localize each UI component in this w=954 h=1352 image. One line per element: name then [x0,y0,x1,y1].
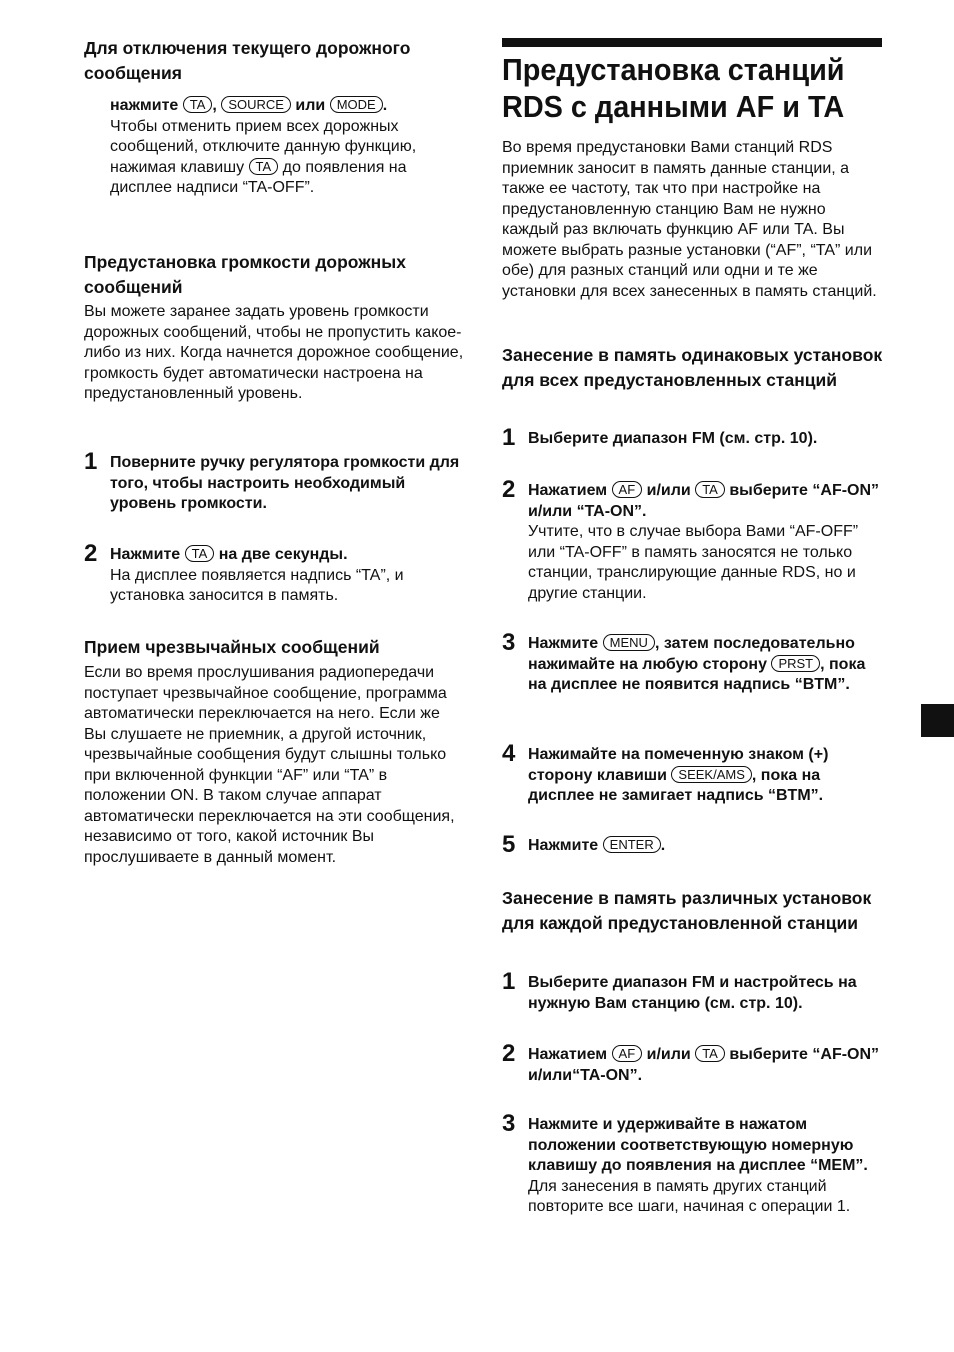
each-step-3 [502,1110,884,1218]
step-number: 2 [502,1040,516,1067]
step-text: Выберите диапазон FM и настройтесь на нужную Вам станцию (см. стр. 10). [528,974,857,1012]
same-step-5 [502,831,884,858]
step-text: Нажмите и удерживайте в нажатом положении соответствующую номерную клавишу до появления на дисплее “MEM”. Для занесения в память других станций повторите все шаги, начиная с операции 1. [528,1116,868,1215]
cancel-instruction: нажмите TA , SOURCE или MODE . Чтобы отменить прием всех дорожных сообщений, отключите данную функцию, нажимая клавишу TA до появления на дисплее надписи “TA-OFF”. [110,97,417,196]
step-text: Выберите диапазон FM (см. стр. 10). [528,430,818,447]
same-step-1 [502,424,884,451]
menu-key-icon: MENU [603,634,655,651]
seek-ams-key-icon: SEEK/AMS [671,766,751,783]
step-number: 4 [502,740,516,767]
same-step-3 [502,629,884,696]
each-step-1 [502,968,884,1014]
step-text: Нажмите ENTER . [528,837,666,854]
step-number: 1 [502,968,516,995]
step-number: 3 [502,629,516,656]
heading-volume-preset: Предустановка громкости дорожных сообщений [84,252,406,297]
step-number: 1 [502,424,516,451]
heading-cancel-announcement: Для отключения текущего дорожного сообщения [84,38,411,83]
volume-step-1 [84,448,464,515]
emergency-section [84,635,464,868]
volume-text: Вы можете заранее задать уровень громкости дорожных сообщений, чтобы не пропустить какое-либо из них. Когда начнется дорожное сообщение, громкость будет автоматически настроена на предустановленный уровень. [84,303,464,402]
step-text: Нажимайте на помеченную знаком (+) сторону клавиши SEEK/AMS , пока на дисплее не замигает надпись “BTM”. [528,746,829,804]
heading-emergency: Прием чрезвычайных сообщений [84,637,380,657]
same-step-2 [502,476,884,604]
volume-section [84,250,464,405]
emergency-text: Если во время прослушивания радиопередачи поступает чрезвычайное сообщение, программа автоматически переключается на него. Если же Вы слушаете не приемник, а другой источник, чрезвычайные сообщения будут слышны только при включенной функции “AF” или “TA” в положении ON. В таком случае аппарат автоматически переключается на эти сообщения, независимо от того, какой источник Вы прослушиваете в данный момент. [84,664,455,866]
af-key-icon: AF [612,481,643,498]
enter-key-icon: ENTER [603,836,661,853]
prst-key-icon: PRST [771,655,820,672]
ta-key-icon: TA [183,96,213,113]
intro-text: Во время предустановки Вами станций RDS приемник заносит в память данные станции, а также ее частоту, так что при настройке на предустановленную станцию Вам не нужно каждый раз включать функцию AF или TA. Вы можете выбрать разные установки (“AF”, “TA” или обе) для разных станций или одни и те же установки для всех занесенных в память станций. [502,139,877,300]
step-number: 2 [84,540,98,567]
mode-key-icon: MODE [330,96,383,113]
heading-same-settings: Занесение в память одинаковых установок для всех предустановленных станций [502,345,883,390]
ta-key-icon: TA [249,158,279,175]
ta-key-icon: TA [695,1045,725,1062]
af-key-icon: AF [612,1045,643,1062]
step-number: 2 [502,476,516,503]
page-title: Предустановка станций RDS с данными AF и TA [502,52,845,124]
step-number: 5 [502,831,516,858]
same-step-4 [502,740,884,807]
volume-step-2 [84,540,464,607]
section-tab-marker [921,704,954,737]
step-text: Нажатием AF и/или TA выберите “AF-ON” и/или “TA-ON”. Учтите, что в случае выбора Вами “AF-OFF” или “TA-OFF” в память заносятся не только станции, транслирующие данные RDS, но и другие станции. [528,482,880,602]
step-number: 3 [502,1110,516,1137]
title-rule [502,38,882,47]
step-text: Нажмите MENU , затем последовательно нажимайте на любую сторону PRST , пока на дисплее не появится надпись “BTM”. [528,635,866,693]
step-text: Поверните ручку регулятора громкости для того, чтобы настроить необходимый уровень громкости. [110,454,460,512]
step-number: 1 [84,448,98,475]
each-step-2 [502,1040,884,1086]
step-text: Нажатием AF и/или TA выберите “AF-ON” и/или“TA-ON”. [528,1046,880,1084]
source-key-icon: SOURCE [221,96,291,113]
cancel-section [84,36,464,199]
ta-key-icon: TA [185,545,215,562]
heading-each-settings: Занесение в память различных установок для каждой предустановленной станции [502,888,872,933]
ta-key-icon: TA [695,481,725,498]
step-text: Нажмите TA на две секунды. На дисплее появляется надпись “TA”, и установка заносится в память. [110,546,404,604]
